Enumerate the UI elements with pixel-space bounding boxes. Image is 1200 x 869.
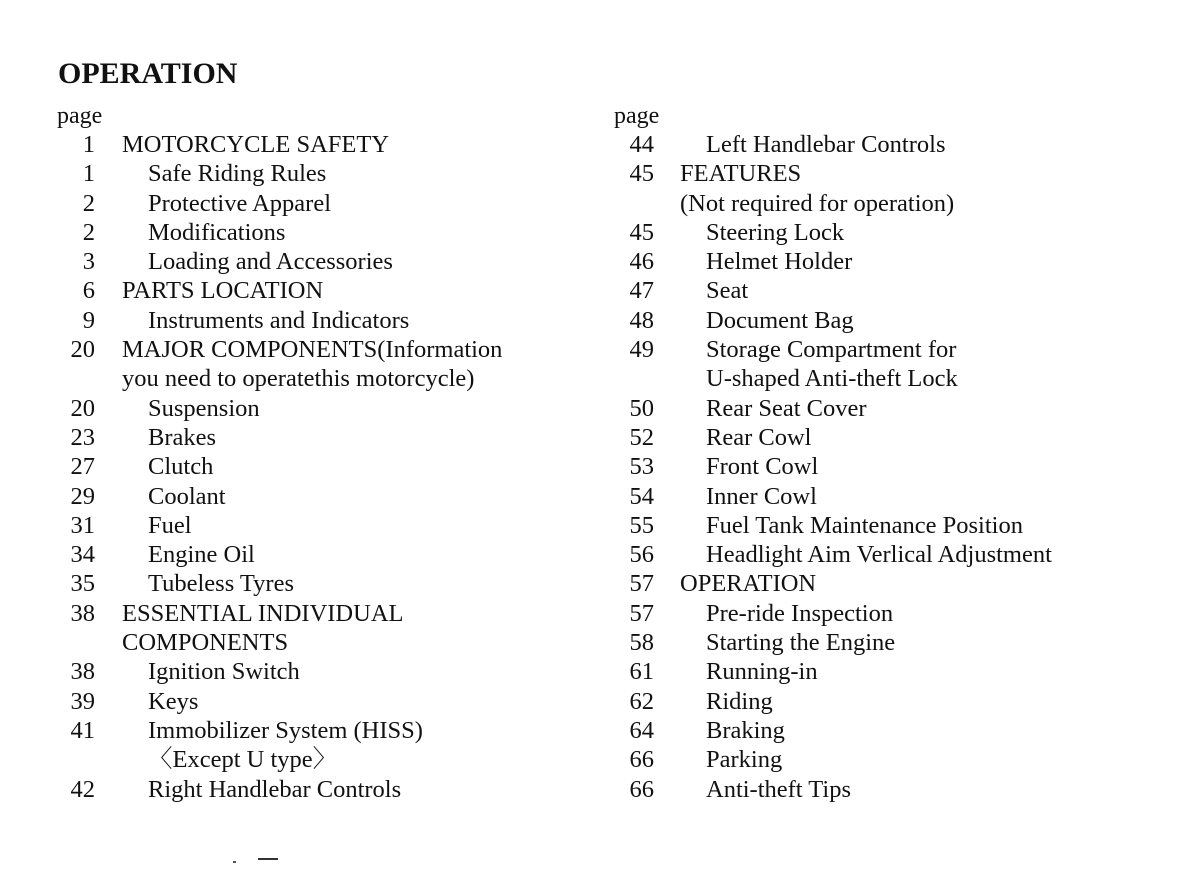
toc-entry xyxy=(612,511,1172,540)
toc-entry xyxy=(612,394,1172,423)
toc-page-number: 9 xyxy=(82,306,95,334)
toc-page-number: 66 xyxy=(629,746,654,774)
toc-entry xyxy=(612,687,1172,716)
toc-entry-title: Steering Lock xyxy=(706,218,845,246)
toc-entry-title: Fuel xyxy=(148,511,192,539)
toc-entry-title: Left Handlebar Controls xyxy=(706,131,946,158)
toc-entry xyxy=(55,657,575,686)
toc-page-number: 50 xyxy=(629,394,654,422)
toc-page-number: 64 xyxy=(629,716,654,744)
toc-page-number: 38 xyxy=(70,599,95,627)
toc-entry xyxy=(55,276,575,305)
toc-page-number: 61 xyxy=(629,658,654,686)
toc-entry xyxy=(55,335,575,364)
toc-entry xyxy=(612,569,1172,598)
toc-page-number: 45 xyxy=(629,218,654,246)
toc-entry-title: Rear Cowl xyxy=(706,423,812,451)
toc-entry-title: Keys xyxy=(148,687,199,715)
toc-page-number: 1 xyxy=(82,160,95,188)
toc-page-number: 57 xyxy=(629,570,654,598)
footer-mark-dash xyxy=(258,858,278,860)
toc-entry-title: MAJOR COMPONENTS(Information xyxy=(122,336,503,364)
toc-entry-title: Protective Apparel xyxy=(148,189,332,217)
toc-entry-title: Suspension xyxy=(148,394,260,422)
toc-entry-title: Ignition Switch xyxy=(148,658,300,686)
toc-page-number: 2 xyxy=(82,218,95,246)
toc-page-number: 27 xyxy=(70,453,95,481)
toc-entry xyxy=(55,745,575,774)
toc-page-number: 35 xyxy=(70,570,95,598)
toc-entry-title: Fuel Tank Maintenance Position xyxy=(706,511,1023,539)
footer-mark-dot xyxy=(233,861,236,863)
toc-entry-title: Riding xyxy=(706,687,773,715)
toc-entry-title: Inner Cowl xyxy=(706,482,817,510)
toc-entry xyxy=(612,628,1172,657)
toc-entry-title: Tubeless Tyres xyxy=(148,570,294,598)
toc-entry xyxy=(612,657,1172,686)
page-column-label: page xyxy=(57,103,103,129)
toc-page-number: 31 xyxy=(70,511,95,539)
toc-entry xyxy=(612,599,1172,628)
toc-entry xyxy=(612,335,1172,364)
toc-page-number: 56 xyxy=(629,541,654,569)
toc-entry xyxy=(612,306,1172,335)
toc-entry xyxy=(612,482,1172,511)
toc-entry xyxy=(612,364,1172,393)
toc-entry-title: U-shaped Anti-theft Lock xyxy=(706,365,958,393)
toc-entry-title: Running-in xyxy=(706,658,818,686)
toc-entry xyxy=(612,452,1172,481)
toc-entry-title: Pre-ride Inspection xyxy=(706,599,894,627)
page-column-label: page xyxy=(614,103,660,129)
toc-page-number: 58 xyxy=(629,629,654,657)
toc-entry-title: FEATURES xyxy=(680,160,802,188)
toc-entry-title: Helmet Holder xyxy=(706,248,853,276)
toc-entry xyxy=(55,189,575,218)
toc-entry xyxy=(55,716,575,745)
toc-entry xyxy=(55,569,575,598)
toc-entry xyxy=(612,716,1172,745)
toc-list-left xyxy=(55,130,575,804)
toc-entry-title: PARTS LOCATION xyxy=(122,277,324,305)
toc-entry-title: Storage Compartment for xyxy=(706,336,957,364)
toc-page-number: 20 xyxy=(70,336,95,364)
toc-entry-title: Right Handlebar Controls xyxy=(148,775,402,803)
toc-entry xyxy=(55,452,575,481)
toc-entry xyxy=(55,687,575,716)
toc-list-right xyxy=(612,130,1172,804)
toc-entry-title: Brakes xyxy=(148,423,217,451)
toc-entry-title: Instruments and Indicators xyxy=(148,306,410,334)
toc-entry-title: MOTORCYCLE SAFETY xyxy=(122,131,390,158)
toc-entry-title: OPERATION xyxy=(680,570,817,598)
toc-entry xyxy=(55,599,575,628)
toc-page-number: 2 xyxy=(82,189,95,217)
toc-entry-title: Immobilizer System (HISS) xyxy=(148,716,423,744)
toc-entry xyxy=(612,775,1172,804)
toc-entry xyxy=(55,540,575,569)
toc-page-number: 23 xyxy=(70,423,95,451)
toc-page-number: 48 xyxy=(629,306,654,334)
toc-entry xyxy=(612,540,1172,569)
toc-page-number: 66 xyxy=(629,775,654,803)
toc-entry xyxy=(55,482,575,511)
toc-page-number: 44 xyxy=(629,131,654,158)
toc-entry xyxy=(55,130,575,159)
toc-entry-title: Clutch xyxy=(148,453,214,481)
toc-page-number: 34 xyxy=(70,541,95,569)
toc-entry-title: you need to operatethis motorcycle) xyxy=(122,365,475,393)
toc-entry xyxy=(612,130,1172,159)
toc-page-number: 42 xyxy=(70,775,95,803)
toc-entry xyxy=(55,394,575,423)
toc-entry xyxy=(55,511,575,540)
toc-entry xyxy=(55,247,575,276)
toc-entry-title: Starting the Engine xyxy=(706,629,896,657)
toc-entry-title: (Not required for operation) xyxy=(680,189,955,217)
toc-page-number: 6 xyxy=(82,277,95,305)
toc-entry-title: Loading and Accessories xyxy=(148,248,393,276)
toc-page-number: 3 xyxy=(82,248,95,276)
toc-entry xyxy=(55,628,575,657)
toc-entry-title: Anti-theft Tips xyxy=(706,775,851,803)
toc-page-number: 62 xyxy=(629,687,654,715)
toc-page-number: 29 xyxy=(70,482,95,510)
toc-entry xyxy=(55,423,575,452)
toc-page-number: 49 xyxy=(629,336,654,364)
toc-page-number: 39 xyxy=(70,687,95,715)
toc-entry-title: 〈Except U type〉 xyxy=(148,746,338,774)
toc-page-number: 45 xyxy=(629,160,654,188)
toc-page-number: 20 xyxy=(70,394,95,422)
toc-column-left xyxy=(55,104,575,804)
toc-entry-title: Document Bag xyxy=(706,306,854,334)
toc-page-number: 38 xyxy=(70,658,95,686)
toc-entry-title: Rear Seat Cover xyxy=(706,394,867,422)
toc-entry xyxy=(612,745,1172,774)
toc-page-number: 52 xyxy=(629,423,654,451)
toc-page-number: 55 xyxy=(629,511,654,539)
toc-entry xyxy=(55,159,575,188)
toc-column-right xyxy=(612,104,1172,804)
toc-page-number: 57 xyxy=(629,599,654,627)
toc-entry-title: Parking xyxy=(706,746,783,774)
toc-entry xyxy=(55,218,575,247)
toc-entry-title: Headlight Aim Verlical Adjustment xyxy=(706,541,1052,569)
toc-entry-title: COMPONENTS xyxy=(122,629,289,657)
page-title: OPERATION xyxy=(58,57,238,90)
toc-entry xyxy=(612,423,1172,452)
toc-entry xyxy=(55,306,575,335)
toc-page-number: 1 xyxy=(82,131,95,158)
toc-page-number: 47 xyxy=(629,277,654,305)
toc-entry-title: Braking xyxy=(706,716,785,744)
toc-entry-title: Front Cowl xyxy=(706,453,819,481)
toc-entry-title: Seat xyxy=(706,277,749,305)
toc-entry xyxy=(612,247,1172,276)
toc-entry xyxy=(612,159,1172,188)
toc-page-number: 46 xyxy=(629,248,654,276)
toc-page-number: 53 xyxy=(629,453,654,481)
toc-page-number: 54 xyxy=(629,482,654,510)
toc-entry-title: Safe Riding Rules xyxy=(148,160,327,188)
toc-entry-title: Engine Oil xyxy=(148,541,255,569)
toc-entry xyxy=(612,189,1172,218)
toc-entry xyxy=(612,276,1172,305)
toc-entry-title: Modifications xyxy=(148,218,286,246)
toc-entry xyxy=(55,364,575,393)
toc-entry-title: Coolant xyxy=(148,482,226,510)
toc-entry xyxy=(55,775,575,804)
toc-entry-title: ESSENTIAL INDIVIDUAL xyxy=(122,599,404,627)
toc-entry xyxy=(612,218,1172,247)
toc-page-number: 41 xyxy=(70,716,95,744)
